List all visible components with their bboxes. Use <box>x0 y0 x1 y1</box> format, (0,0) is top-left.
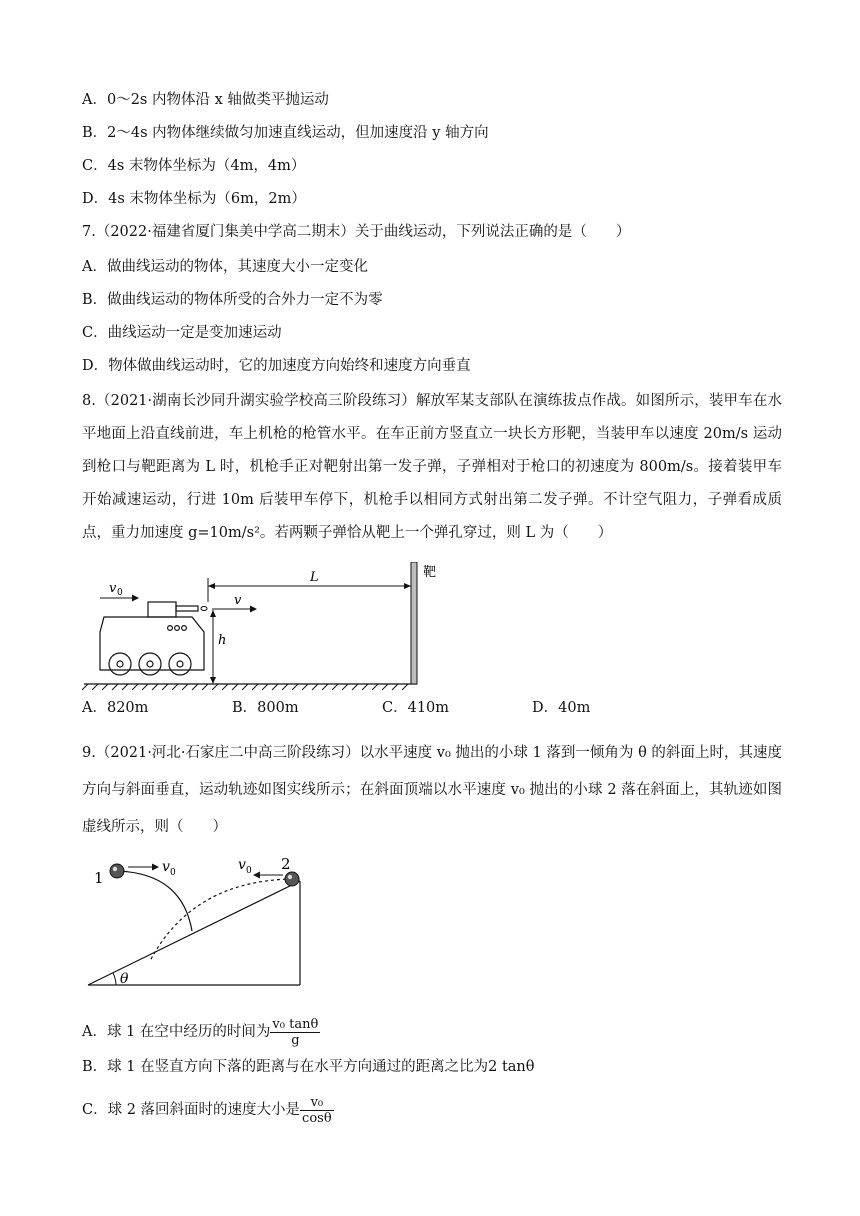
q8-v-label: v <box>234 593 242 608</box>
q9-option-a: A．球 1 在空中经历的时间为 $\frac{\text{v₀ tanθ}}{g}$ <box>82 1016 319 1048</box>
q9-ball2-label: 2 <box>281 855 291 873</box>
q9-v0-label-1: v <box>162 859 170 875</box>
armored-vehicle <box>100 602 204 675</box>
q6-option-c: C．4s 末物体坐标为（4m，4m） <box>82 158 306 174</box>
q7-option-d: D．物体做曲线运动时，它的加速度方向始终和速度方向垂直 <box>82 358 471 374</box>
q9-v0-sub-1: 0 <box>170 868 176 878</box>
q9-option-c-fraction: $\frac{\text{v₀}}{\cos\theta}$ <box>302 1094 332 1126</box>
q8-option-d: D．40m <box>532 700 591 716</box>
q7-option-c: C．曲线运动一定是变加速运动 <box>82 325 282 341</box>
ball-2 <box>285 872 299 886</box>
q8-v0-label: v <box>109 581 117 596</box>
q8-option-b: B．800m <box>232 700 299 716</box>
q8-L-label: L <box>310 570 319 585</box>
q9-stem: 9.（2021·河北·石家庄二中高三阶段练习）以水平速度 v₀ 抛出的小球 1 落到一倾角为 θ 的斜面上时，其速度方向与斜面垂直，运动轨迹如图实线所示；在斜面顶端以水平速度 v₀ 抛出的小球 2 落在斜面上，其轨迹如图虚线所示，则（ ） <box>82 745 782 835</box>
q9-theta-label: θ <box>120 971 129 987</box>
q9-v0-sub-2: 0 <box>246 866 252 876</box>
q7-stem: 7.（2022·福建省厦门集美中学高二期末）关于曲线运动，下列说法正确的是（ ） <box>82 224 631 240</box>
q9-option-c: C．球 2 落回斜面时的速度大小是 $\frac{\text{v₀}}{\cos\theta}$ <box>82 1094 332 1126</box>
q8-option-c: C．410m <box>382 700 450 716</box>
q9-figure <box>82 845 312 993</box>
q6-option-d: D．4s 末物体坐标为（6m，2m） <box>82 191 306 207</box>
q9-ball1-label: 1 <box>94 869 104 887</box>
q7-option-b: B．做曲线运动的物体所受的合外力一定不为零 <box>82 292 383 308</box>
q8-h-label: h <box>218 633 227 648</box>
q9-option-b: B．球 1 在竖直方向下落的距离与在水平方向通过的距离之比为2 tanθ <box>82 1059 535 1075</box>
q8-stem: 8.（2021·湖南长沙同升湖实验学校高三阶段练习）解放军某支部队在演练拔点作战。如图所示，装甲车在水平地面上沿直线前进，车上机枪的枪管水平。在车正前方竖直立一块长方形靶，当装甲车以速度 20m/s 运动到枪口与靶距离为 L 时，机枪手正对靶射出第一发子弹，子弹相对于枪口的初速度为 800m/s。接着装甲车开始减速运动，行进 10m 后装甲车停下，机枪手以相同方式射出第二发子弹。不计空气阻力，子弹看成质点，重力加速度 g=10m/s²。若两颗子弹恰从靶上一个弹孔穿过，则 L 为（ ） <box>82 393 782 541</box>
q6-option-a: A．0～2s 内物体沿 x 轴做类平抛运动 <box>82 92 329 108</box>
q8-target-label: 靶 <box>423 565 437 580</box>
q8-figure <box>82 562 452 692</box>
q7-option-a: A．做曲线运动的物体，其速度大小一定变化 <box>82 259 368 275</box>
q6-option-b: B．2～4s 内物体继续做匀加速直线运动，但加速度沿 y 轴方向 <box>82 125 489 141</box>
q9-option-a-fraction: $\frac{\text{v₀ tanθ}}{g}$ <box>272 1016 319 1048</box>
ball-1 <box>110 864 124 878</box>
q8-option-a: A．820m <box>82 700 149 716</box>
target-board <box>411 562 417 684</box>
q8-v0-subscript: 0 <box>117 588 123 598</box>
q9-v0-label-2: v <box>238 857 246 873</box>
